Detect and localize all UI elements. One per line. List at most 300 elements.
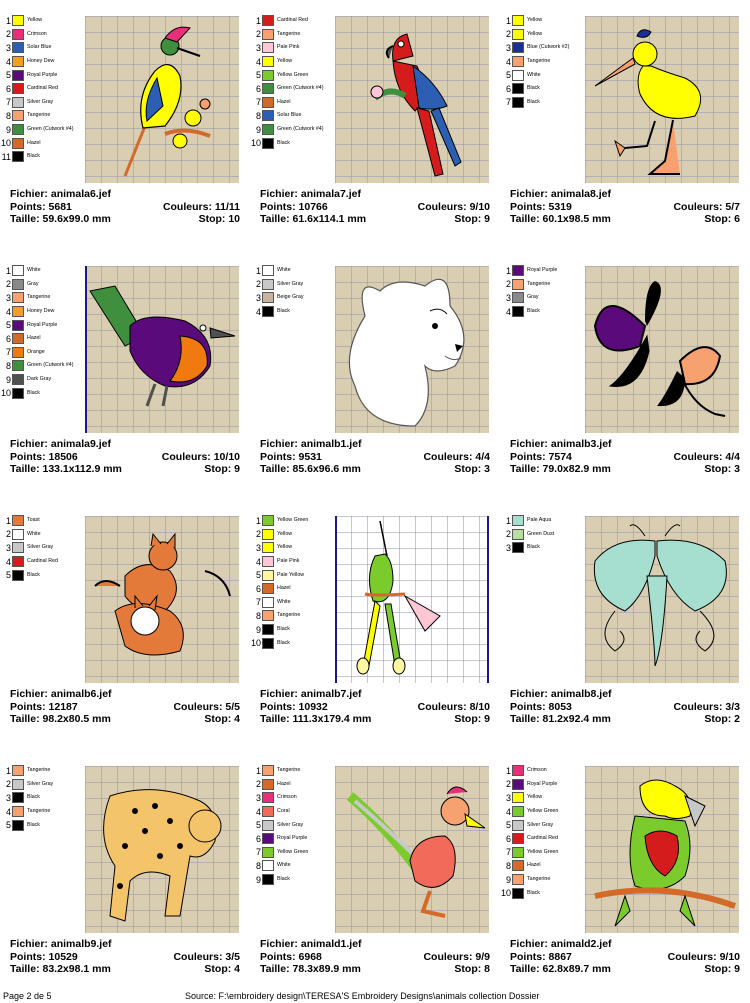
design-size (260, 213, 366, 226)
design-info (510, 688, 740, 726)
color-name: Tangerine (277, 767, 301, 774)
color-swatch (512, 806, 524, 817)
embroidery-artwork (85, 516, 239, 683)
color-legend (250, 14, 328, 150)
legend-number: 1 (255, 265, 261, 276)
stitch-points-label: Points: (260, 700, 296, 713)
stitch-points (260, 951, 322, 964)
file-name-label: Fichier: (260, 188, 298, 200)
color-swatch (262, 97, 274, 108)
legend-number: 6 (255, 83, 261, 94)
legend-number: 5 (505, 820, 511, 831)
legend-number: 3 (255, 542, 261, 553)
color-name: Silver Gray (27, 544, 54, 551)
info-row (10, 213, 240, 226)
design-card (0, 0, 240, 240)
color-swatch (12, 56, 24, 67)
legend-row (500, 82, 578, 96)
design-size-label: Taille: (510, 713, 540, 725)
stop-count-value: 9 (234, 463, 240, 475)
design-size-value: 81.2x92.4 mm (542, 713, 611, 725)
stop-count-label: Stop: (454, 713, 482, 725)
info-row (10, 438, 240, 451)
color-name: Tangerine (277, 612, 301, 619)
legend-number: 4 (5, 56, 11, 67)
color-swatch (512, 15, 524, 26)
design-size (10, 713, 111, 726)
stitch-points (260, 701, 328, 714)
legend-row (250, 55, 328, 69)
color-swatch (262, 529, 274, 540)
color-swatch (12, 529, 24, 540)
legend-number: 4 (505, 56, 511, 67)
legend-number: 3 (255, 792, 261, 803)
color-name: Yellow (277, 530, 293, 537)
file-name-label: Fichier: (10, 688, 48, 700)
legend-row (0, 514, 78, 528)
color-count-label: Couleurs: (173, 950, 223, 963)
color-name: Yellow (527, 30, 543, 37)
info-row (10, 188, 240, 201)
legend-number: 2 (5, 29, 11, 40)
design-size-value: 83.2x98.1 mm (42, 963, 111, 975)
legend-row (250, 846, 328, 860)
color-name: Silver Gray (277, 280, 304, 287)
legend-row (0, 359, 78, 373)
info-row (260, 201, 490, 214)
stitch-points (510, 701, 572, 714)
legend-row (0, 291, 78, 305)
color-count (668, 951, 740, 964)
color-name: Black (27, 821, 40, 828)
legend-number: 1 (255, 765, 261, 776)
stitch-points-label: Points: (260, 200, 296, 213)
legend-number: 3 (505, 292, 511, 303)
file-name (260, 438, 362, 451)
butterfly-icon (585, 266, 739, 433)
file-name-value: animala7.jef (300, 188, 361, 200)
file-name (10, 938, 112, 951)
color-count (423, 451, 490, 464)
legend-number: 3 (505, 542, 511, 553)
design-card (500, 750, 740, 990)
legend-number: 9 (255, 124, 261, 135)
color-count-label: Couleurs: (417, 200, 467, 213)
legend-row (0, 791, 78, 805)
legend-row (500, 778, 578, 792)
legend-number: 2 (255, 279, 261, 290)
file-name-value: animald1.jef (300, 938, 362, 950)
legend-row (0, 778, 78, 792)
color-name: Silver Gray (27, 98, 54, 105)
legend-row (250, 109, 328, 123)
legend-row (250, 278, 328, 292)
design-info (510, 938, 740, 976)
color-swatch (512, 765, 524, 776)
color-count (673, 701, 740, 714)
legend-number: 5 (5, 820, 11, 831)
file-name-value: animala8.jef (550, 188, 611, 200)
legend-number: 2 (5, 529, 11, 540)
file-name (260, 688, 362, 701)
color-legend (500, 14, 578, 109)
file-name-value: animalb7.jef (300, 688, 362, 700)
design-size-value: 79.0x82.9 mm (542, 463, 611, 475)
design-card (500, 250, 740, 490)
color-swatch (262, 792, 274, 803)
color-swatch (512, 515, 524, 526)
color-count-value: 9/10 (469, 200, 490, 213)
legend-number: 3 (5, 792, 11, 803)
legend-number: 1 (5, 515, 11, 526)
color-name: Toast (27, 517, 40, 524)
legend-number: 1 (505, 765, 511, 776)
color-name: Yellow Green (277, 517, 309, 524)
stitch-points (510, 951, 572, 964)
file-name-label: Fichier: (510, 938, 548, 950)
legend-number: 5 (255, 820, 261, 831)
color-count-value: 4/4 (475, 450, 490, 463)
legend-number: 8 (255, 110, 261, 121)
legend-number: 7 (255, 97, 261, 108)
color-swatch (12, 360, 24, 371)
design-size (510, 213, 611, 226)
color-swatch (512, 83, 524, 94)
file-name (10, 438, 111, 451)
info-row (510, 701, 740, 714)
legend-number: 8 (5, 110, 11, 121)
stop-count (454, 963, 490, 976)
legend-number: 5 (5, 70, 11, 81)
legend-row (250, 623, 328, 637)
design-size-value: 59.6x99.0 mm (42, 213, 111, 225)
color-name: Green (Cutwork #4) (27, 126, 74, 133)
legend-number: 8 (505, 860, 511, 871)
color-count-label: Couleurs: (667, 950, 717, 963)
color-name: Hazel (27, 335, 41, 342)
color-legend (500, 514, 578, 555)
color-swatch (12, 110, 24, 121)
hummingbird-icon (335, 516, 489, 683)
design-card (250, 0, 490, 240)
legend-number: 3 (5, 542, 11, 553)
file-name-label: Fichier: (10, 188, 48, 200)
color-name: Black (277, 626, 290, 633)
color-name: Black (277, 639, 290, 646)
file-name-value: animalb6.jef (50, 688, 112, 700)
color-swatch (12, 279, 24, 290)
stop-count-value: 9 (484, 213, 490, 225)
legend-row (0, 123, 78, 137)
legend-row (250, 568, 328, 582)
legend-number: 4 (505, 806, 511, 817)
legend-row (0, 386, 78, 400)
color-count-label: Couleurs: (673, 200, 723, 213)
color-name: Gray (27, 280, 39, 287)
info-row (10, 938, 240, 951)
color-swatch (12, 374, 24, 385)
color-name: Yellow (527, 17, 543, 24)
design-size-value: 61.6x114.1 mm (292, 213, 367, 225)
color-name: Black (527, 308, 540, 315)
color-swatch (512, 29, 524, 40)
design-card (0, 500, 240, 740)
legend-row (500, 873, 578, 887)
legend-row (250, 28, 328, 42)
color-swatch (12, 570, 24, 581)
legend-row (250, 528, 328, 542)
design-size-label: Taille: (10, 713, 40, 725)
source-path: Source: F:\embroidery design\TERESA'S Embroidery Designs\animals collection Dossier (185, 991, 540, 1001)
color-legend (0, 14, 78, 164)
color-legend (250, 514, 328, 650)
design-size-value: 62.8x89.7 mm (542, 963, 611, 975)
legend-row (250, 582, 328, 596)
stitch-points-label: Points: (10, 200, 46, 213)
color-name: Tangerine (27, 112, 51, 119)
legend-number: 1 (505, 265, 511, 276)
color-name: Yellow Green (277, 71, 309, 78)
color-swatch (262, 515, 274, 526)
legend-row (0, 528, 78, 542)
legend-number: 6 (255, 833, 261, 844)
legend-row (0, 568, 78, 582)
color-name: White (277, 862, 291, 869)
legend-row (250, 264, 328, 278)
color-name: Coral (277, 808, 290, 815)
stitch-points-value: 8053 (548, 700, 572, 713)
color-name: White (277, 598, 291, 605)
color-count-label: Couleurs: (173, 700, 223, 713)
file-name-value: animalb1.jef (300, 438, 362, 450)
legend-row (0, 96, 78, 110)
parrot-icon (335, 16, 489, 183)
color-swatch (12, 556, 24, 567)
design-size-value: 85.6x96.6 mm (292, 463, 361, 475)
info-row (510, 713, 740, 726)
legend-number: 5 (5, 320, 11, 331)
design-size-value: 98.2x80.5 mm (42, 713, 111, 725)
file-name-label: Fichier: (510, 688, 548, 700)
info-row (510, 188, 740, 201)
color-count (163, 201, 240, 214)
info-row (510, 451, 740, 464)
design-size-label: Taille: (510, 213, 540, 225)
color-swatch (262, 124, 274, 135)
color-name: Yellow Green (527, 808, 559, 815)
legend-row (250, 305, 328, 319)
legend-number: 9 (5, 374, 11, 385)
legend-number: 1 (5, 765, 11, 776)
legend-row (500, 541, 578, 555)
file-name-value: animalb9.jef (50, 938, 112, 950)
color-swatch (512, 265, 524, 276)
legend-row (250, 778, 328, 792)
legend-number: 4 (5, 556, 11, 567)
cat-icon (335, 266, 489, 433)
legend-row (0, 28, 78, 42)
color-count (418, 701, 490, 714)
legend-number: 6 (5, 83, 11, 94)
color-name: Yellow Green (277, 848, 309, 855)
stitch-points (260, 201, 328, 214)
legend-number: 9 (255, 874, 261, 885)
stitch-points-value: 6968 (298, 950, 322, 963)
stop-count-label: Stop: (204, 463, 232, 475)
color-count-value: 5/7 (725, 200, 740, 213)
legend-row (500, 28, 578, 42)
color-name: Green Dust (527, 530, 555, 537)
color-swatch (12, 124, 24, 135)
legend-number: 4 (255, 56, 261, 67)
legend-number: 1 (5, 265, 11, 276)
design-size (260, 713, 371, 726)
stitch-points-label: Points: (510, 700, 546, 713)
design-size-value: 111.3x179.4 mm (292, 713, 372, 725)
legend-number: 2 (255, 29, 261, 40)
legend-row (0, 346, 78, 360)
legend-row (500, 264, 578, 278)
stitch-points-label: Points: (510, 950, 546, 963)
legend-row (250, 832, 328, 846)
color-name: Royal Purple (277, 835, 308, 842)
color-name: Blue (Cutwork #2) (527, 44, 570, 51)
stop-count-label: Stop: (704, 963, 732, 975)
file-name-value: animalb8.jef (550, 688, 612, 700)
legend-number: 5 (505, 70, 511, 81)
legend-number: 2 (505, 29, 511, 40)
legend-number: 7 (255, 847, 261, 858)
legend-number: 11 (1, 151, 11, 162)
stop-count-label: Stop: (204, 713, 232, 725)
color-count (673, 201, 740, 214)
color-count-value: 9/10 (719, 950, 740, 963)
legend-row (500, 886, 578, 900)
legend-number: 2 (255, 529, 261, 540)
color-count-label: Couleurs: (673, 450, 723, 463)
color-swatch (262, 860, 274, 871)
stitch-points (10, 201, 72, 214)
design-info (10, 938, 240, 976)
stop-count-label: Stop: (198, 213, 226, 225)
stitch-points (10, 701, 78, 714)
design-size (510, 963, 611, 976)
legend-row (250, 636, 328, 650)
info-row (10, 951, 240, 964)
legend-number: 1 (5, 15, 11, 26)
color-swatch (262, 56, 274, 67)
color-swatch (12, 347, 24, 358)
legend-row (0, 305, 78, 319)
legend-row (250, 596, 328, 610)
color-count-label: Couleurs: (161, 450, 211, 463)
color-swatch (262, 306, 274, 317)
color-swatch (262, 138, 274, 149)
legend-row (500, 96, 578, 110)
color-name: Tangerine (527, 876, 551, 883)
color-name: Black (527, 889, 540, 896)
color-count-label: Couleurs: (673, 700, 723, 713)
color-name: Dark Gray (27, 376, 52, 383)
info-row (260, 938, 490, 951)
color-swatch (262, 570, 274, 581)
design-size-label: Taille: (10, 213, 40, 225)
stop-count-value: 4 (234, 713, 240, 725)
color-swatch (12, 333, 24, 344)
legend-number: 4 (505, 306, 511, 317)
color-name: Hazel (27, 139, 41, 146)
color-name: Cardinal Red (27, 85, 58, 92)
color-name: Tangerine (277, 30, 301, 37)
color-name: Hazel (277, 780, 291, 787)
stitch-points-label: Points: (10, 450, 46, 463)
legend-number: 2 (255, 779, 261, 790)
color-name: Orange (27, 348, 45, 355)
stitch-points-value: 18506 (48, 450, 78, 463)
color-swatch (262, 15, 274, 26)
design-size-label: Taille: (260, 963, 290, 975)
legend-number: 3 (255, 42, 261, 53)
legend-number: 10 (250, 138, 261, 149)
legend-row (500, 805, 578, 819)
legend-row (0, 68, 78, 82)
legend-row (0, 373, 78, 387)
stop-count (704, 713, 740, 726)
color-swatch (12, 306, 24, 317)
stop-count (704, 963, 740, 976)
color-name: Black (277, 876, 290, 883)
stop-count-label: Stop: (204, 963, 232, 975)
info-row (10, 713, 240, 726)
design-card (250, 500, 490, 740)
color-name: Royal Purple (27, 71, 58, 78)
color-swatch (12, 42, 24, 53)
design-info (10, 438, 240, 476)
stitch-points-label: Points: (260, 950, 296, 963)
info-row (10, 963, 240, 976)
file-name (10, 188, 111, 201)
stop-count-value: 9 (484, 713, 490, 725)
color-name: Green (Cutwork #4) (277, 126, 324, 133)
color-legend (250, 264, 328, 318)
stitch-points-value: 5681 (48, 200, 72, 213)
color-name: Cardinal Red (527, 835, 558, 842)
stop-count (204, 713, 240, 726)
info-row (260, 951, 490, 964)
color-swatch (262, 29, 274, 40)
design-info (10, 688, 240, 726)
stop-count (204, 463, 240, 476)
legend-row (0, 541, 78, 555)
legend-row (0, 82, 78, 96)
design-card (0, 750, 240, 990)
color-count-value: 11/11 (214, 200, 240, 213)
legend-number: 2 (5, 779, 11, 790)
embroidery-artwork (585, 516, 739, 683)
design-size (510, 463, 611, 476)
design-size (260, 963, 361, 976)
legend-number: 10 (0, 388, 11, 399)
file-name (510, 938, 612, 951)
file-name-label: Fichier: (510, 438, 548, 450)
color-swatch (12, 792, 24, 803)
color-swatch (512, 279, 524, 290)
legend-number: 5 (255, 570, 261, 581)
legend-row (500, 291, 578, 305)
design-size-label: Taille: (510, 463, 540, 475)
stitch-points-value: 12187 (48, 700, 78, 713)
stitch-points-value: 8867 (548, 950, 572, 963)
